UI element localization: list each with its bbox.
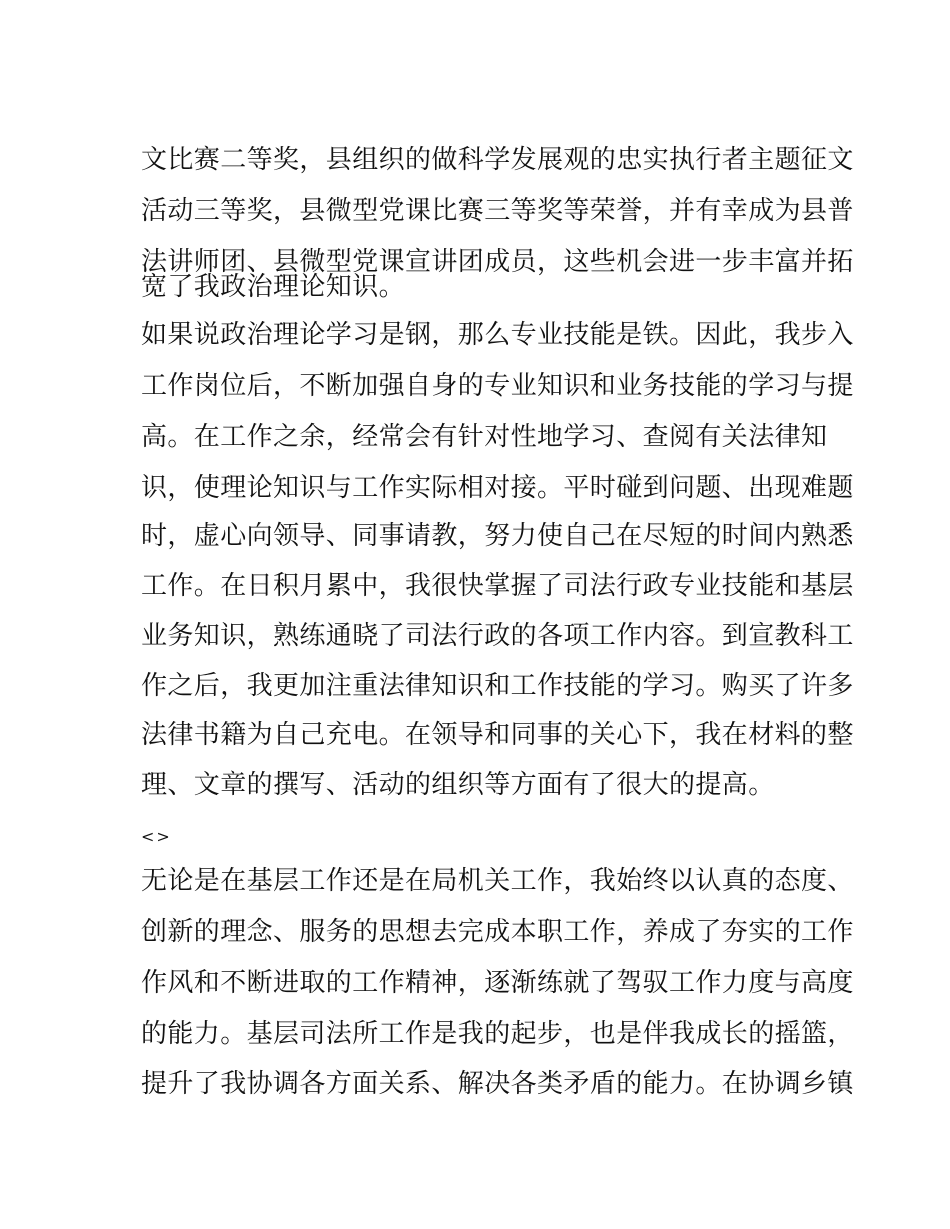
text-line: 工作。在日积月累中，我很快掌握了司法行政专业技能和基层 <box>141 571 854 601</box>
text-line: 宽了我政治理论知识。 <box>141 272 406 302</box>
text-line: 如果说政治理论学习是钢，那么专业技能是铁。因此，我步入 <box>141 320 854 350</box>
text-line: 提升了我协调各方面关系、解决各类矛盾的能力。在协调乡镇 <box>141 1069 854 1099</box>
text-line: 活动三等奖，县微型党课比赛三等奖等荣誉，并有幸成为县普 <box>141 196 854 226</box>
text-line: 无论是在基层工作还是在局机关工作，我始终以认真的态度、 <box>141 866 854 896</box>
text-line: 识，使理论知识与工作实际相对接。平时碰到问题、出现难题 <box>141 473 854 503</box>
text-line: 工作岗位后，不断加强自身的专业知识和业务技能的学习与提 <box>141 371 854 401</box>
text-line: 高。在工作之余，经常会有针对性地学习、查阅有关法律知 <box>141 422 828 452</box>
text-line: 创新的理念、服务的思想去完成本职工作，养成了夯实的工作 <box>141 917 854 947</box>
text-line: 的能力。基层司法所工作是我的起步，也是伴我成长的摇篮， <box>141 1019 854 1049</box>
text-line: 理、文章的撰写、活动的组织等方面有了很大的提高。 <box>141 770 775 800</box>
text-line: 作之后，我更加注重法律知识和工作技能的学习。购买了许多 <box>141 671 854 701</box>
text-line: 业务知识，熟练通晓了司法行政的各项工作内容。到宣教科工 <box>141 621 854 651</box>
text-line: <> <box>141 827 172 846</box>
text-line: 文比赛二等奖，县组织的做科学发展观的忠实执行者主题征文 <box>141 145 854 175</box>
text-line: 时，虚心向领导、同事请教，努力使自己在尽短的时间内熟悉 <box>141 521 854 551</box>
text-line: 法律书籍为自己充电。在领导和同事的关心下，我在材料的整 <box>141 720 854 750</box>
text-line: 法讲师团、县微型党课宣讲团成员，这些机会进一步丰富并拓 <box>141 247 854 277</box>
text-line: 作风和不断进取的工作精神，逐渐练就了驾驭工作力度与高度 <box>141 968 854 998</box>
